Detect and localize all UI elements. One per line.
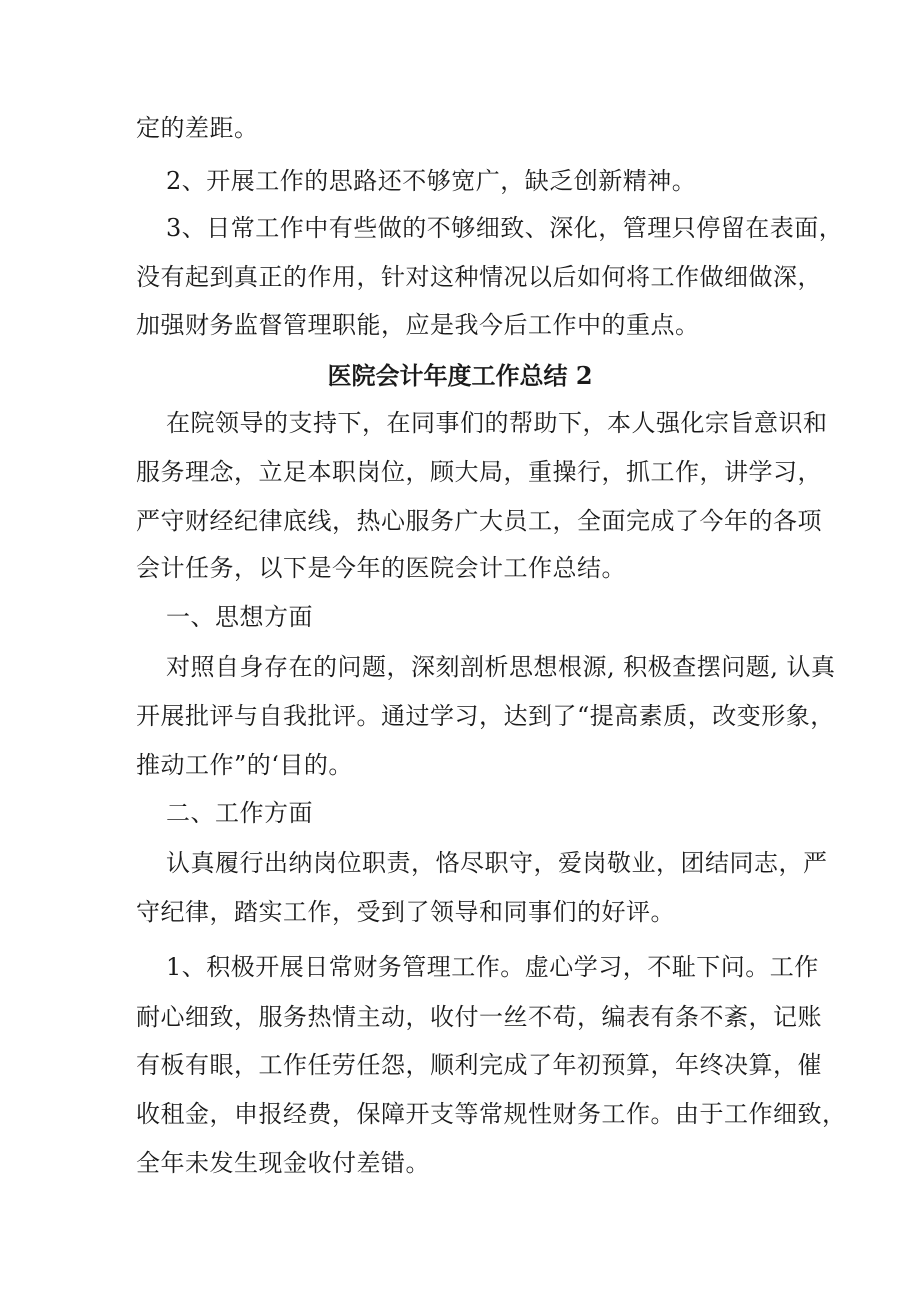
subheading: 二、工作方面 xyxy=(166,799,313,827)
paragraph-line: 会计任务，以下是今年的医院会计工作总结。 xyxy=(136,554,626,582)
section-title: 医院会计年度工作总结 2 xyxy=(327,361,593,390)
paragraph-line: 开展批评与自我批评。通过学习，达到了“提高素质，改变形象， xyxy=(136,702,835,730)
paragraph-line: 严守财经纪律底线，热心服务广大员工，全面完成了今年的各项 xyxy=(136,507,822,535)
paragraph-line: 没有起到真正的作用，针对这种情况以后如何将工作做细做深， xyxy=(136,263,822,291)
paragraph-line: 守纪律，踏实工作，受到了领导和同事们的好评。 xyxy=(136,898,675,926)
paragraph-line: 定的差距。 xyxy=(136,114,259,142)
paragraph-line: 3、日常工作中有些做的不够细致、深化，管理只停留在表面， xyxy=(166,214,844,242)
paragraph-line: 对照自身存在的问题，深刻剖析思想根源, 积极查摆问题, 认真 xyxy=(166,653,836,681)
paragraph-line: 1、积极开展日常财务管理工作。虚心学习，不耻下问。工作 xyxy=(166,953,819,981)
paragraph-line: 耐心细致，服务热情主动，收付一丝不苟，编表有条不紊，记账 xyxy=(136,1003,822,1031)
subheading: 一、思想方面 xyxy=(166,603,313,631)
paragraph-line: 服务理念，立足本职岗位，顾大局，重操行，抓工作，讲学习， xyxy=(136,458,822,486)
paragraph-line: 认真履行出纳岗位职责，恪尽职守，爱岗敬业，团结同志，严 xyxy=(166,849,828,877)
paragraph-line: 2、开展工作的思路还不够宽广，缺乏创新精神。 xyxy=(166,167,697,195)
paragraph-line: 加强财务监督管理职能，应是我今后工作中的重点。 xyxy=(136,311,700,339)
paragraph-line: 推动工作”的‘目的。 xyxy=(136,751,353,779)
paragraph-line: 有板有眼，工作任劳任怨，顺利完成了年初预算，年终决算，催 xyxy=(136,1051,822,1079)
paragraph-line: 收租金，申报经费，保障开支等常规性财务工作。由于工作细致， xyxy=(136,1100,847,1128)
paragraph-line: 在院领导的支持下，在同事们的帮助下，本人强化宗旨意识和 xyxy=(166,409,828,437)
paragraph-line: 全年未发生现金收付差错。 xyxy=(136,1149,430,1177)
